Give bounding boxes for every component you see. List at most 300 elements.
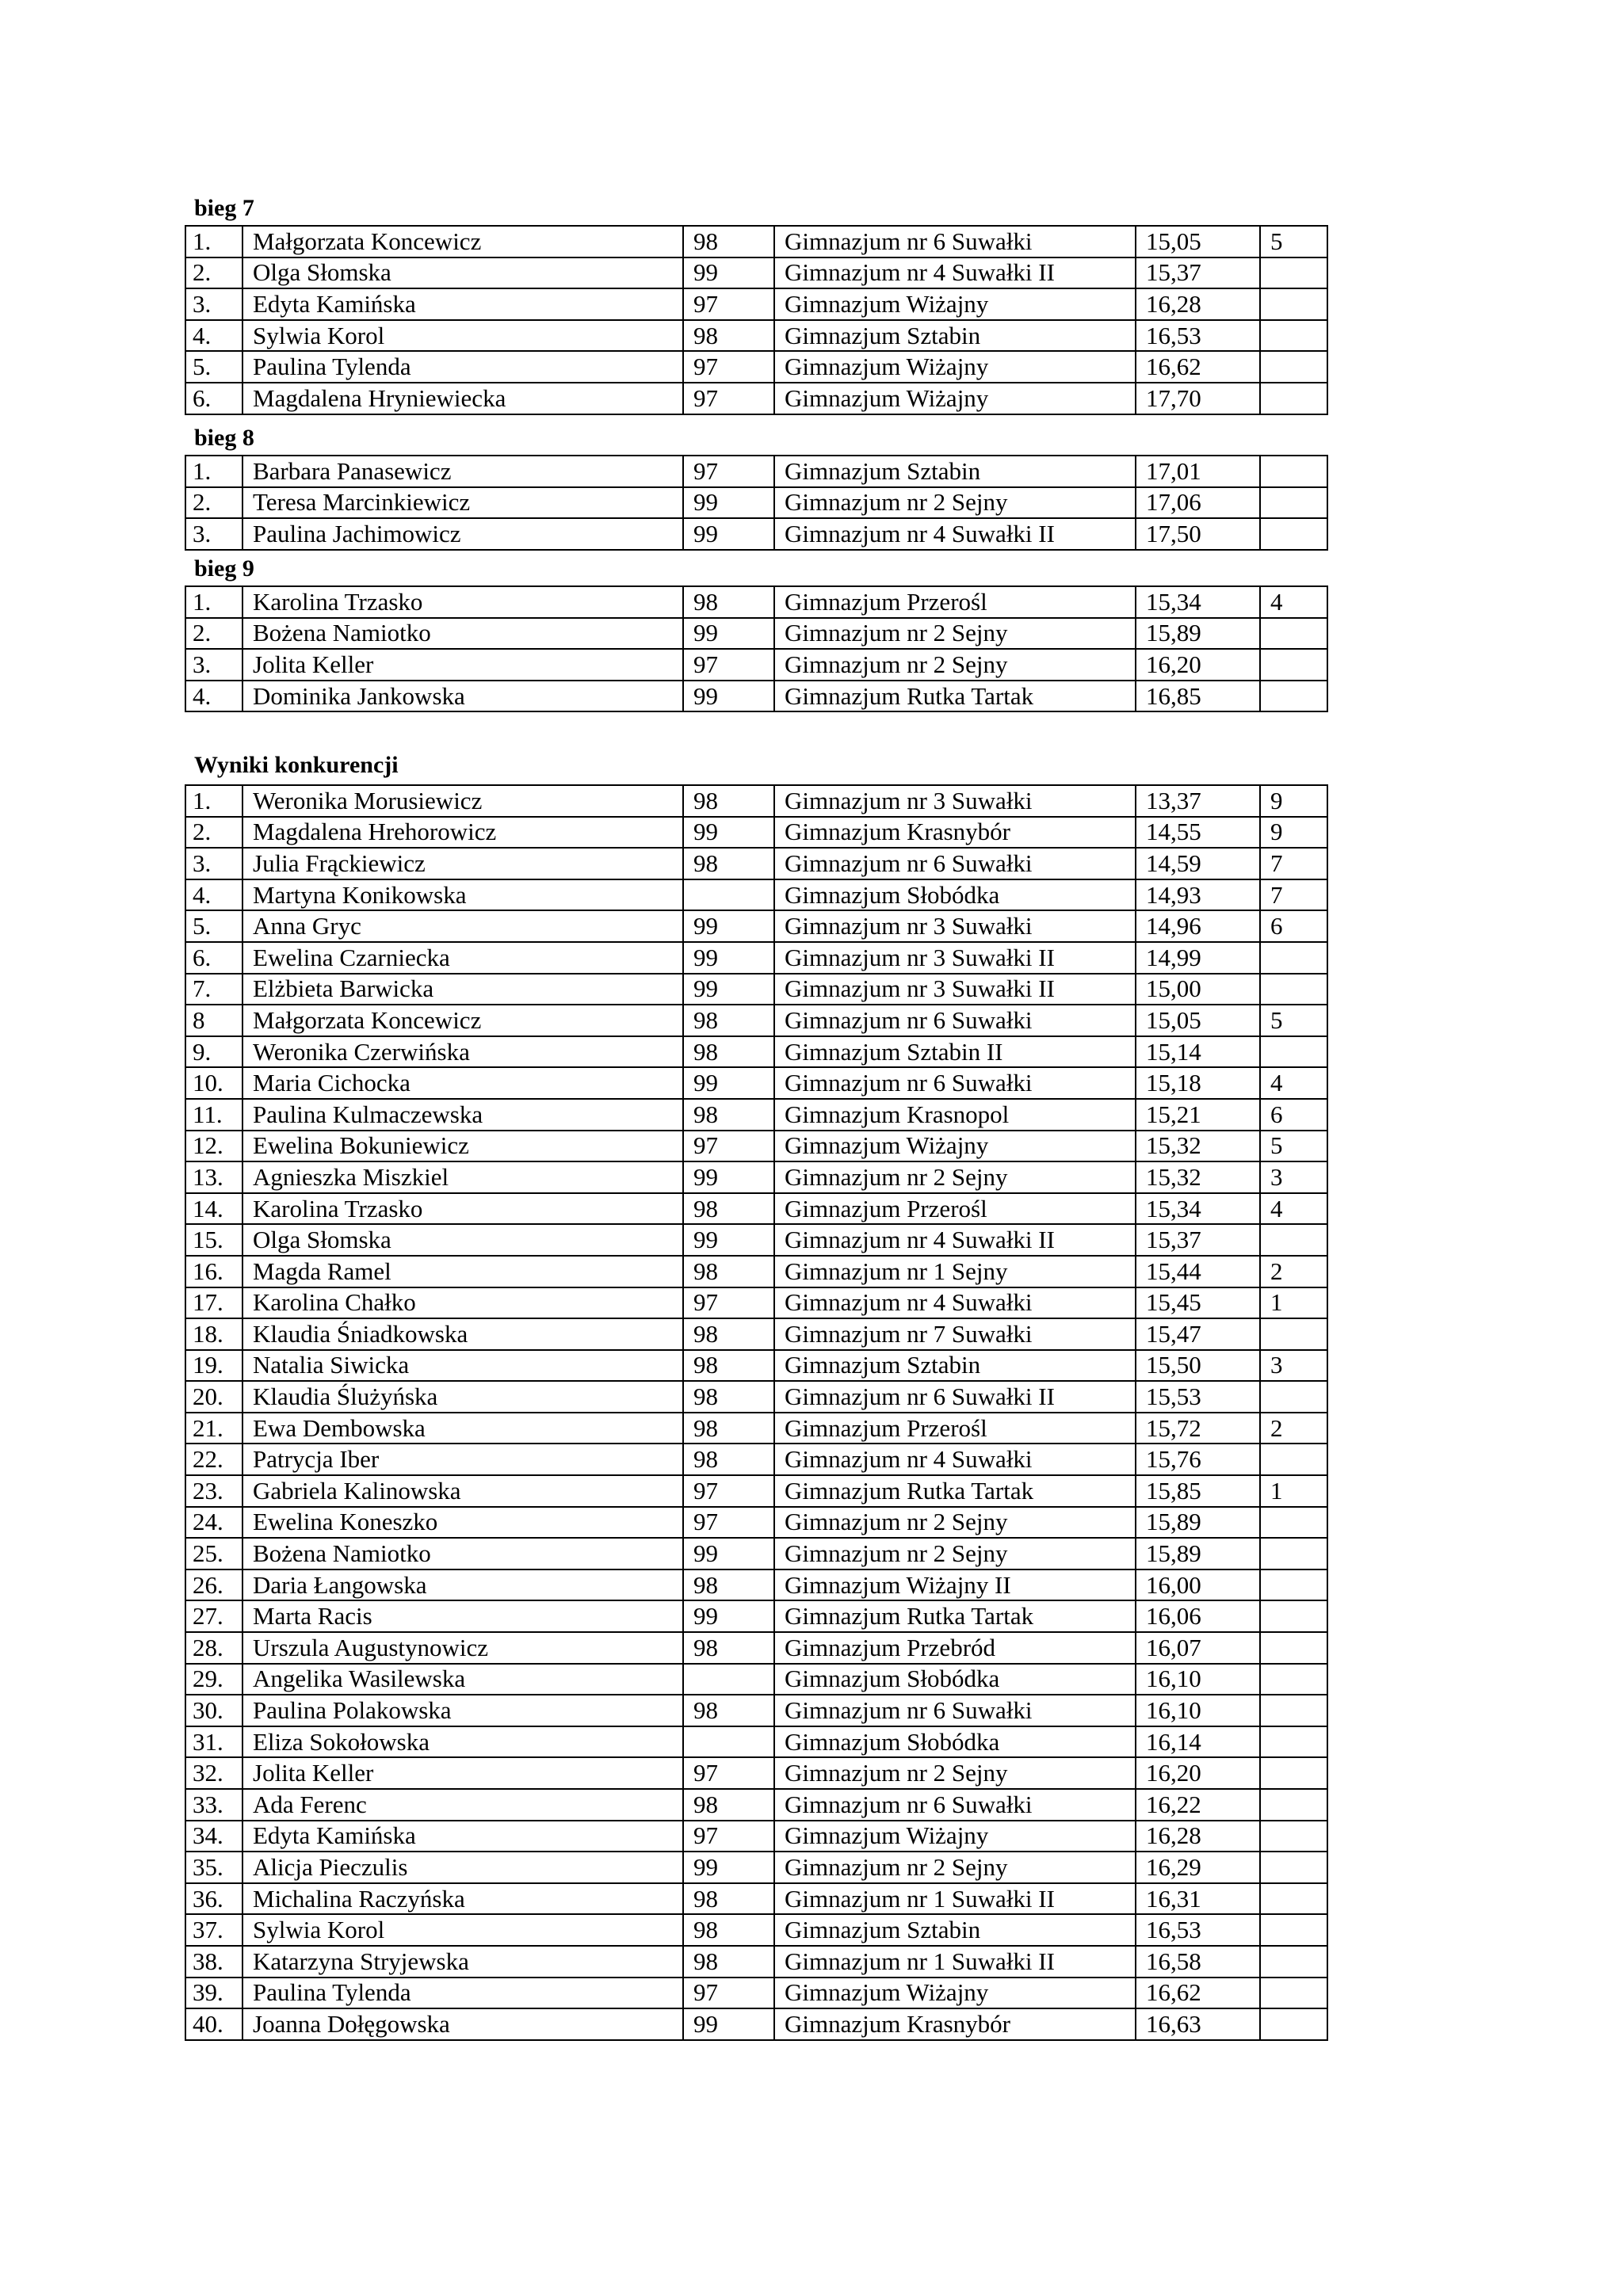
cell-school: Gimnazjum Rutka Tartak	[774, 681, 1136, 712]
cell-school: Gimnazjum nr 3 Suwałki	[774, 910, 1136, 942]
cell-place: 26.	[185, 1569, 242, 1601]
table-row	[185, 1224, 1327, 1256]
cell-name: Ewelina Koneszko	[242, 1507, 683, 1539]
cell-place: 39.	[185, 1978, 242, 2009]
cell-name: Bożena Namiotko	[242, 618, 683, 650]
table-row	[185, 1852, 1327, 1883]
cell-year: 99	[683, 1852, 774, 1883]
cell-school: Gimnazjum Wiżajny	[774, 1131, 1136, 1162]
table-row	[185, 1036, 1327, 1068]
cell-place: 1.	[185, 456, 242, 487]
cell-school: Gimnazjum nr 2 Sejny	[774, 1538, 1136, 1569]
cell-name: Weronika Czerwińska	[242, 1036, 683, 1068]
cell-points	[1260, 681, 1327, 712]
cell-school: Gimnazjum Słobódka	[774, 879, 1136, 911]
cell-points	[1260, 1789, 1327, 1821]
cell-time: 16,20	[1136, 649, 1260, 681]
cell-school: Gimnazjum nr 6 Suwałki	[774, 1695, 1136, 1726]
table-row	[185, 257, 1327, 289]
cell-place: 29.	[185, 1664, 242, 1695]
cell-place: 17.	[185, 1287, 242, 1319]
cell-points	[1260, 1632, 1327, 1664]
cell-name: Gabriela Kalinowska	[242, 1475, 683, 1507]
cell-year: 97	[683, 1757, 774, 1789]
cell-school: Gimnazjum Wiżajny	[774, 1821, 1136, 1852]
cell-place: 7.	[185, 974, 242, 1005]
table-row	[185, 1131, 1327, 1162]
cell-time: 16,06	[1136, 1600, 1260, 1632]
cell-name: Natalia Siwicka	[242, 1350, 683, 1382]
table-row	[185, 681, 1327, 712]
cell-points: 4	[1260, 1067, 1327, 1099]
table-row	[185, 817, 1327, 849]
cell-name: Eliza Sokołowska	[242, 1726, 683, 1758]
cell-place: 2.	[185, 817, 242, 849]
cell-school: Gimnazjum Wiżajny II	[774, 1569, 1136, 1601]
cell-name: Ewelina Czarniecka	[242, 942, 683, 974]
cell-school: Gimnazjum nr 4 Suwałki	[774, 1444, 1136, 1475]
cell-points: 5	[1260, 226, 1327, 257]
table-row	[185, 383, 1327, 414]
cell-year: 97	[683, 1287, 774, 1319]
cell-time: 15,50	[1136, 1350, 1260, 1382]
cell-name: Paulina Jachimowicz	[242, 518, 683, 550]
table-row	[185, 1067, 1327, 1099]
cell-name: Alicja Pieczulis	[242, 1852, 683, 1883]
cell-year	[683, 1664, 774, 1695]
cell-place: 23.	[185, 1475, 242, 1507]
table-row	[185, 1600, 1327, 1632]
cell-name: Karolina Trzasko	[242, 586, 683, 618]
cell-name: Ada Ferenc	[242, 1789, 683, 1821]
cell-time: 16,28	[1136, 288, 1260, 320]
cell-place: 4.	[185, 320, 242, 352]
cell-time: 16,62	[1136, 1978, 1260, 2009]
cell-place: 2.	[185, 257, 242, 289]
cell-name: Ewelina Bokuniewicz	[242, 1131, 683, 1162]
cell-school: Gimnazjum nr 3 Suwałki	[774, 785, 1136, 817]
cell-name: Klaudia Ślużyńska	[242, 1381, 683, 1413]
cell-place: 6.	[185, 942, 242, 974]
cell-school: Gimnazjum nr 2 Sejny	[774, 1161, 1136, 1193]
cell-time: 15,05	[1136, 1005, 1260, 1036]
cell-points	[1260, 1569, 1327, 1601]
cell-year: 98	[683, 848, 774, 879]
cell-year: 97	[683, 1978, 774, 2009]
cell-points	[1260, 1946, 1327, 1978]
cell-year: 98	[683, 320, 774, 352]
cell-points: 9	[1260, 785, 1327, 817]
cell-points	[1260, 1695, 1327, 1726]
cell-name: Katarzyna Stryjewska	[242, 1946, 683, 1978]
cell-place: 21.	[185, 1413, 242, 1444]
cell-time: 15,47	[1136, 1318, 1260, 1350]
cell-name: Daria Łangowska	[242, 1569, 683, 1601]
cell-school: Gimnazjum nr 3 Suwałki II	[774, 974, 1136, 1005]
cell-school: Gimnazjum Wiżajny	[774, 288, 1136, 320]
cell-name: Paulina Tylenda	[242, 351, 683, 383]
cell-points	[1260, 1914, 1327, 1946]
cell-name: Małgorzata Koncewicz	[242, 1005, 683, 1036]
cell-time: 16,62	[1136, 351, 1260, 383]
cell-year: 98	[683, 1789, 774, 1821]
cell-points: 3	[1260, 1350, 1327, 1382]
cell-points	[1260, 351, 1327, 383]
cell-year: 98	[683, 1005, 774, 1036]
cell-school: Gimnazjum nr 2 Sejny	[774, 487, 1136, 519]
cell-points: 9	[1260, 817, 1327, 849]
cell-place: 20.	[185, 1381, 242, 1413]
cell-place: 31.	[185, 1726, 242, 1758]
cell-year: 99	[683, 257, 774, 289]
cell-name: Agnieszka Miszkiel	[242, 1161, 683, 1193]
cell-time: 16,29	[1136, 1852, 1260, 1883]
cell-year: 99	[683, 1224, 774, 1256]
cell-school: Gimnazjum nr 6 Suwałki	[774, 1067, 1136, 1099]
table-row	[185, 1318, 1327, 1350]
cell-year: 97	[683, 649, 774, 681]
cell-year: 98	[683, 1632, 774, 1664]
cell-school: Gimnazjum Słobódka	[774, 1664, 1136, 1695]
cell-school: Gimnazjum nr 6 Suwałki	[774, 226, 1136, 257]
cell-school: Gimnazjum Krasnybór	[774, 817, 1136, 849]
table-row	[185, 2008, 1327, 2040]
cell-year: 98	[683, 1914, 774, 1946]
cell-time: 15,00	[1136, 974, 1260, 1005]
cell-time: 15,89	[1136, 618, 1260, 650]
cell-name: Angelika Wasilewska	[242, 1664, 683, 1695]
results-table	[185, 585, 1328, 712]
cell-place: 2.	[185, 618, 242, 650]
cell-school: Gimnazjum nr 4 Suwałki II	[774, 518, 1136, 550]
cell-school: Gimnazjum Sztabin	[774, 1914, 1136, 1946]
cell-time: 15,89	[1136, 1538, 1260, 1569]
table-row	[185, 1726, 1327, 1758]
table-row	[185, 910, 1327, 942]
cell-year: 98	[683, 1883, 774, 1915]
cell-year: 97	[683, 1131, 774, 1162]
cell-year: 98	[683, 1350, 774, 1382]
cell-place: 37.	[185, 1914, 242, 1946]
cell-points: 4	[1260, 1193, 1327, 1225]
cell-school: Gimnazjum nr 6 Suwałki	[774, 848, 1136, 879]
table-row	[185, 1507, 1327, 1539]
cell-name: Joanna Dołęgowska	[242, 2008, 683, 2040]
cell-year: 98	[683, 1946, 774, 1978]
cell-time: 14,59	[1136, 848, 1260, 879]
cell-school: Gimnazjum Krasnybór	[774, 2008, 1136, 2040]
cell-name: Karolina Chałko	[242, 1287, 683, 1319]
cell-points	[1260, 1036, 1327, 1068]
cell-time: 15,32	[1136, 1131, 1260, 1162]
cell-name: Magdalena Hryniewiecka	[242, 383, 683, 414]
cell-place: 4.	[185, 681, 242, 712]
cell-time: 16,28	[1136, 1821, 1260, 1852]
cell-name: Julia Frąckiewicz	[242, 848, 683, 879]
table-row	[185, 456, 1327, 487]
cell-name: Olga Słomska	[242, 257, 683, 289]
cell-place: 3.	[185, 848, 242, 879]
cell-name: Magda Ramel	[242, 1256, 683, 1287]
cell-school: Gimnazjum Wiżajny	[774, 1978, 1136, 2009]
cell-name: Olga Słomska	[242, 1224, 683, 1256]
cell-time: 15,85	[1136, 1475, 1260, 1507]
cell-place: 30.	[185, 1695, 242, 1726]
table-row	[185, 1569, 1327, 1601]
cell-points	[1260, 1852, 1327, 1883]
cell-place: 6.	[185, 383, 242, 414]
cell-points	[1260, 1726, 1327, 1758]
table-row	[185, 848, 1327, 879]
cell-place: 9.	[185, 1036, 242, 1068]
cell-place: 13.	[185, 1161, 242, 1193]
cell-year: 97	[683, 1475, 774, 1507]
cell-school: Gimnazjum Przerośl	[774, 1413, 1136, 1444]
cell-name: Edyta Kamińska	[242, 288, 683, 320]
cell-year: 98	[683, 1256, 774, 1287]
cell-year: 99	[683, 518, 774, 550]
cell-place: 1.	[185, 586, 242, 618]
cell-place: 40.	[185, 2008, 242, 2040]
cell-place: 5.	[185, 351, 242, 383]
cell-school: Gimnazjum nr 2 Sejny	[774, 1852, 1136, 1883]
table-row	[185, 1946, 1327, 1978]
cell-time: 17,70	[1136, 383, 1260, 414]
cell-year: 98	[683, 1413, 774, 1444]
table-row	[185, 649, 1327, 681]
results-table	[185, 225, 1328, 415]
cell-time: 15,37	[1136, 257, 1260, 289]
cell-time: 15,34	[1136, 586, 1260, 618]
table-row	[185, 1914, 1327, 1946]
cell-points: 3	[1260, 1161, 1327, 1193]
cell-points: 2	[1260, 1413, 1327, 1444]
results-table	[185, 784, 1328, 2041]
cell-year: 98	[683, 1099, 774, 1131]
table-row	[185, 288, 1327, 320]
cell-name: Małgorzata Koncewicz	[242, 226, 683, 257]
table-row	[185, 942, 1327, 974]
cell-name: Sylwia Korol	[242, 320, 683, 352]
table-row	[185, 1413, 1327, 1444]
cell-points	[1260, 456, 1327, 487]
cell-school: Gimnazjum nr 1 Suwałki II	[774, 1883, 1136, 1915]
cell-points: 2	[1260, 1256, 1327, 1287]
cell-time: 15,53	[1136, 1381, 1260, 1413]
table-row	[185, 1381, 1327, 1413]
cell-points	[1260, 1883, 1327, 1915]
cell-name: Dominika Jankowska	[242, 681, 683, 712]
cell-place: 33.	[185, 1789, 242, 1821]
cell-points	[1260, 257, 1327, 289]
cell-place: 27.	[185, 1600, 242, 1632]
table-row	[185, 1005, 1327, 1036]
cell-place: 12.	[185, 1131, 242, 1162]
cell-points: 5	[1260, 1005, 1327, 1036]
cell-school: Gimnazjum nr 2 Sejny	[774, 1757, 1136, 1789]
cell-place: 4.	[185, 879, 242, 911]
cell-school: Gimnazjum Rutka Tartak	[774, 1600, 1136, 1632]
table-row	[185, 1538, 1327, 1569]
table-row	[185, 974, 1327, 1005]
cell-school: Gimnazjum Słobódka	[774, 1726, 1136, 1758]
table-row	[185, 879, 1327, 911]
cell-time: 16,10	[1136, 1695, 1260, 1726]
cell-points	[1260, 1224, 1327, 1256]
cell-name: Ewa Dembowska	[242, 1413, 683, 1444]
cell-points	[1260, 1538, 1327, 1569]
cell-school: Gimnazjum nr 4 Suwałki	[774, 1287, 1136, 1319]
cell-name: Paulina Polakowska	[242, 1695, 683, 1726]
cell-place: 1.	[185, 785, 242, 817]
cell-place: 11.	[185, 1099, 242, 1131]
cell-points	[1260, 288, 1327, 320]
table-row	[185, 1287, 1327, 1319]
cell-name: Barbara Panasewicz	[242, 456, 683, 487]
table-row	[185, 586, 1327, 618]
cell-place: 32.	[185, 1757, 242, 1789]
cell-name: Jolita Keller	[242, 649, 683, 681]
cell-points: 4	[1260, 586, 1327, 618]
cell-place: 14.	[185, 1193, 242, 1225]
cell-time: 16,00	[1136, 1569, 1260, 1601]
cell-points	[1260, 618, 1327, 650]
cell-points	[1260, 942, 1327, 974]
cell-time: 14,55	[1136, 817, 1260, 849]
cell-points	[1260, 974, 1327, 1005]
section-title: bieg 7	[194, 195, 254, 221]
cell-place: 35.	[185, 1852, 242, 1883]
table-row	[185, 1978, 1327, 2009]
table-row	[185, 1475, 1327, 1507]
cell-year: 98	[683, 1193, 774, 1225]
cell-name: Urszula Augustynowicz	[242, 1632, 683, 1664]
cell-school: Gimnazjum nr 2 Sejny	[774, 618, 1136, 650]
cell-year: 99	[683, 1161, 774, 1193]
cell-name: Klaudia Śniadkowska	[242, 1318, 683, 1350]
cell-school: Gimnazjum Przebród	[774, 1632, 1136, 1664]
cell-year: 98	[683, 1036, 774, 1068]
table-row	[185, 1350, 1327, 1382]
section-title: bieg 9	[194, 555, 254, 582]
section-title: bieg 8	[194, 425, 254, 451]
table-row	[185, 487, 1327, 519]
cell-year: 98	[683, 1569, 774, 1601]
cell-place: 3.	[185, 649, 242, 681]
cell-place: 3.	[185, 518, 242, 550]
cell-points	[1260, 1978, 1327, 2009]
table-row	[185, 1193, 1327, 1225]
cell-year	[683, 1726, 774, 1758]
cell-year: 98	[683, 1318, 774, 1350]
cell-year: 98	[683, 1444, 774, 1475]
table-row	[185, 1664, 1327, 1695]
cell-time: 15,44	[1136, 1256, 1260, 1287]
cell-school: Gimnazjum nr 1 Sejny	[774, 1256, 1136, 1287]
cell-name: Marta Racis	[242, 1600, 683, 1632]
cell-year: 97	[683, 456, 774, 487]
cell-points: 6	[1260, 1099, 1327, 1131]
cell-name: Teresa Marcinkiewicz	[242, 487, 683, 519]
cell-year: 99	[683, 910, 774, 942]
table-row	[185, 1256, 1327, 1287]
cell-points	[1260, 518, 1327, 550]
cell-place: 28.	[185, 1632, 242, 1664]
cell-school: Gimnazjum nr 3 Suwałki II	[774, 942, 1136, 974]
cell-place: 8	[185, 1005, 242, 1036]
cell-year: 99	[683, 618, 774, 650]
cell-time: 16,31	[1136, 1883, 1260, 1915]
cell-points: 6	[1260, 910, 1327, 942]
cell-school: Gimnazjum Sztabin II	[774, 1036, 1136, 1068]
cell-year: 97	[683, 1507, 774, 1539]
cell-place: 19.	[185, 1350, 242, 1382]
cell-name: Karolina Trzasko	[242, 1193, 683, 1225]
cell-points	[1260, 649, 1327, 681]
cell-place: 25.	[185, 1538, 242, 1569]
cell-place: 1.	[185, 226, 242, 257]
cell-school: Gimnazjum Sztabin	[774, 456, 1136, 487]
cell-time: 16,20	[1136, 1757, 1260, 1789]
cell-place: 36.	[185, 1883, 242, 1915]
cell-school: Gimnazjum nr 1 Suwałki II	[774, 1946, 1136, 1978]
cell-year: 99	[683, 1538, 774, 1569]
cell-place: 24.	[185, 1507, 242, 1539]
cell-school: Gimnazjum Sztabin	[774, 1350, 1136, 1382]
cell-name: Paulina Kulmaczewska	[242, 1099, 683, 1131]
cell-place: 38.	[185, 1946, 242, 1978]
cell-points: 7	[1260, 848, 1327, 879]
cell-name: Elżbieta Barwicka	[242, 974, 683, 1005]
table-row	[185, 618, 1327, 650]
cell-time: 17,06	[1136, 487, 1260, 519]
cell-time: 13,37	[1136, 785, 1260, 817]
cell-time: 15,72	[1136, 1413, 1260, 1444]
cell-name: Weronika Morusiewicz	[242, 785, 683, 817]
cell-year: 97	[683, 288, 774, 320]
cell-place: 15.	[185, 1224, 242, 1256]
cell-time: 15,32	[1136, 1161, 1260, 1193]
cell-points	[1260, 1600, 1327, 1632]
table-row	[185, 1695, 1327, 1726]
cell-time: 14,99	[1136, 942, 1260, 974]
cell-school: Gimnazjum Krasnopol	[774, 1099, 1136, 1131]
cell-school: Gimnazjum nr 4 Suwałki II	[774, 1224, 1136, 1256]
results-table	[185, 455, 1328, 551]
cell-name: Patrycja Iber	[242, 1444, 683, 1475]
cell-points	[1260, 383, 1327, 414]
cell-school: Gimnazjum nr 6 Suwałki	[774, 1005, 1136, 1036]
cell-year: 99	[683, 2008, 774, 2040]
cell-points: 1	[1260, 1287, 1327, 1319]
cell-year: 99	[683, 1600, 774, 1632]
cell-name: Paulina Tylenda	[242, 1978, 683, 2009]
cell-time: 15,05	[1136, 226, 1260, 257]
cell-time: 15,21	[1136, 1099, 1260, 1131]
cell-school: Gimnazjum Przerośl	[774, 586, 1136, 618]
cell-name: Jolita Keller	[242, 1757, 683, 1789]
cell-year	[683, 879, 774, 911]
cell-name: Bożena Namiotko	[242, 1538, 683, 1569]
cell-name: Edyta Kamińska	[242, 1821, 683, 1852]
cell-time: 16,53	[1136, 1914, 1260, 1946]
table-row	[185, 1444, 1327, 1475]
cell-year: 99	[683, 487, 774, 519]
table-row	[185, 351, 1327, 383]
cell-year: 98	[683, 785, 774, 817]
cell-time: 17,50	[1136, 518, 1260, 550]
cell-school: Gimnazjum Rutka Tartak	[774, 1475, 1136, 1507]
